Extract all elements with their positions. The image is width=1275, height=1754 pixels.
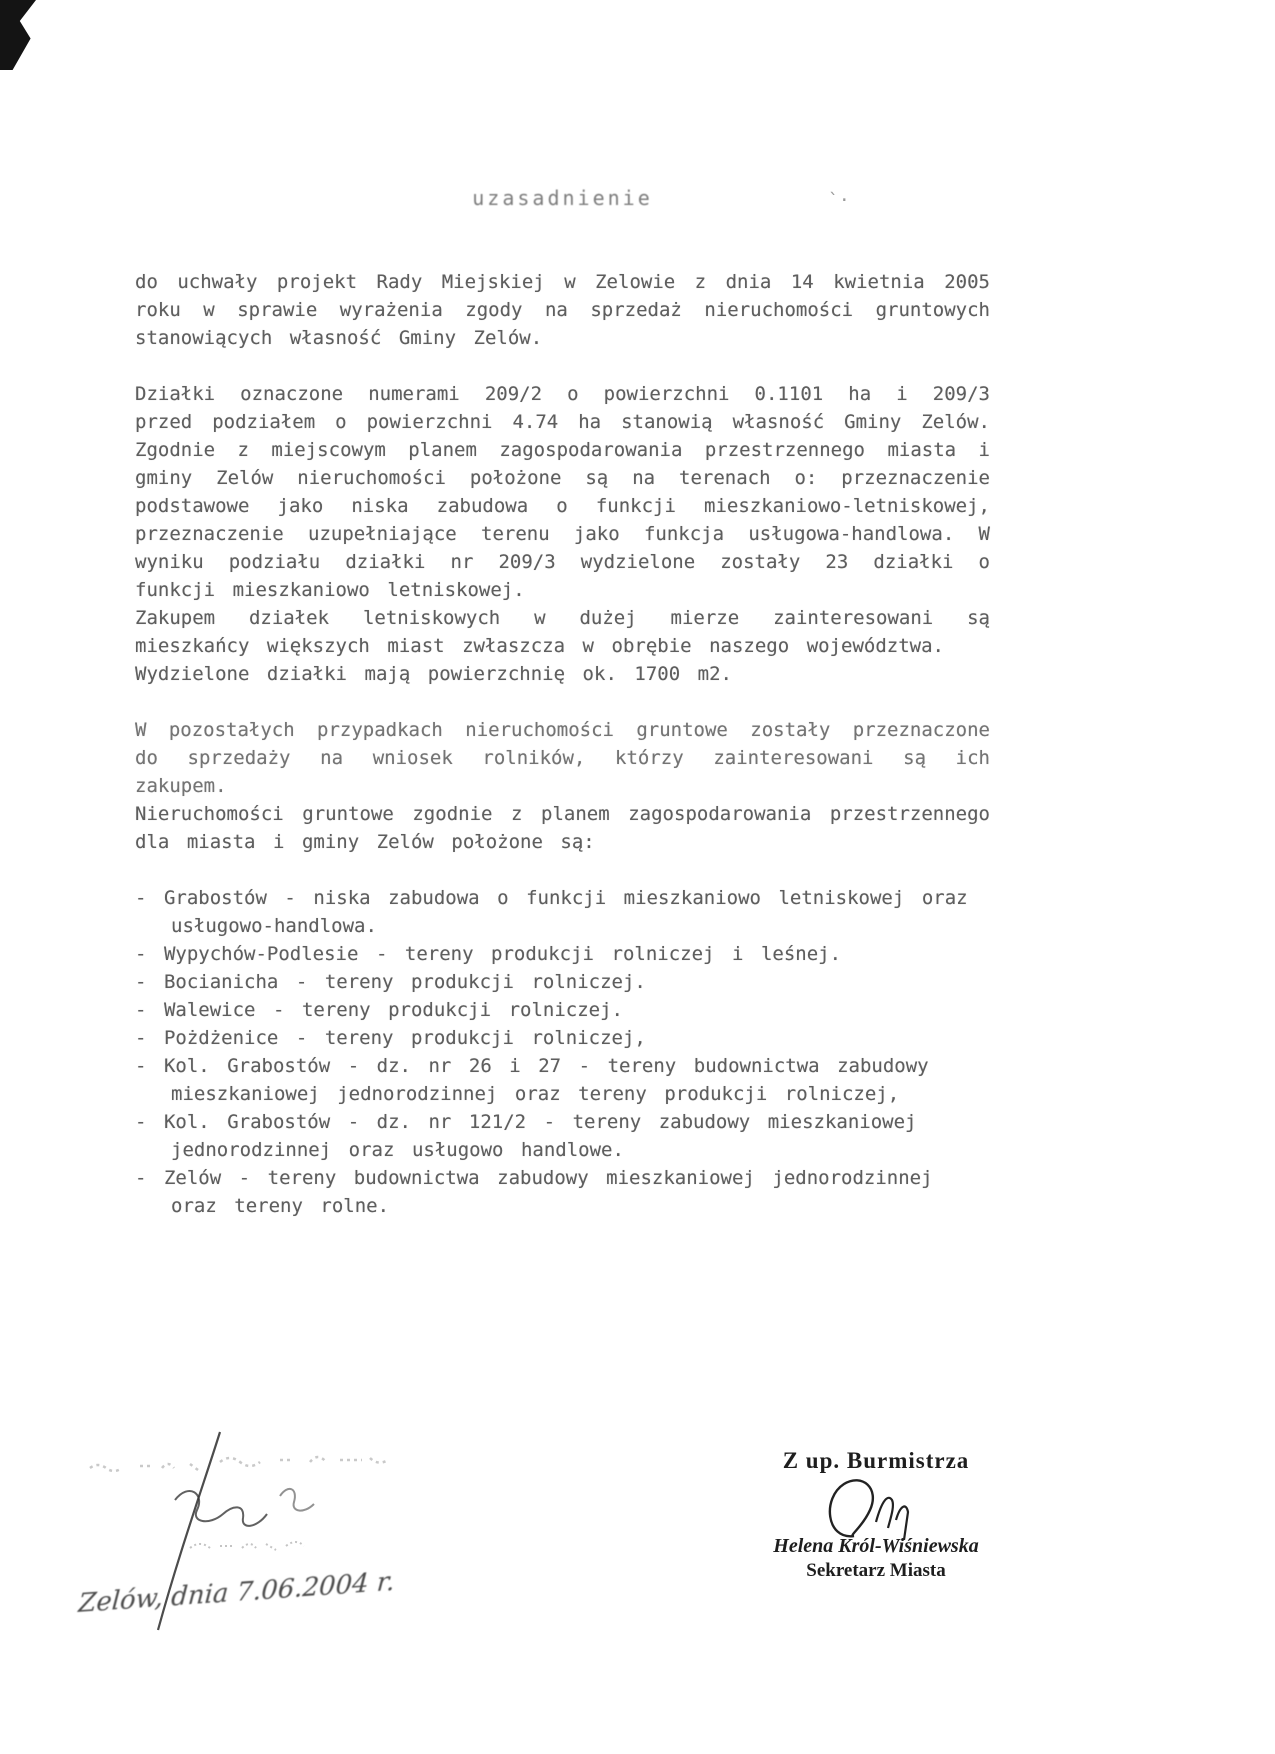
location-item-pozdzenice: - Pożdżenice - tereny produkcji rolniczej, xyxy=(135,1027,646,1049)
handwritten-scribble-graphic xyxy=(70,1430,470,1650)
paragraph-plan-intro: Nieruchomości gruntowe zgodnie z planem zagospodarowania przestrzennego dla miasta i gminy Zelów położone są: xyxy=(135,803,990,853)
document-body xyxy=(135,268,990,1220)
signature-role: Sekretarz Miasta xyxy=(806,1560,946,1581)
location-item-walewice: - Walewice - tereny produkcji rolniczej. xyxy=(135,999,623,1021)
location-item-grabostow: - Grabostów - niska zabudowa o funkcji mieszkaniowo letniskowej oraz usługowo-handlowa. xyxy=(135,887,968,937)
location-item-zelow: - Zelów - tereny budownictwa zabudowy mieszkaniowej jednorodzinnej oraz tereny rolne. xyxy=(135,1167,933,1217)
signature-name: Helena Król-Wiśniewska xyxy=(773,1535,979,1557)
document-title: uzasadnienie xyxy=(472,186,653,210)
paragraph-intro: do uchwały projekt Rady Miejskiej w Zelowie z dnia 14 kwietnia 2005 roku w sprawie wyrażenia zgody na sprzedaż nieruchomości gruntowych stanowiących własność Gminy Zelów. xyxy=(135,271,990,349)
location-item-kol-grabostow-26-27: - Kol. Grabostów - dz. nr 26 i 27 - tereny budownictwa zabudowy mieszkaniowej jednorodzinnej oraz tereny produkcji rolniczej, xyxy=(135,1055,929,1105)
location-item-kol-grabostow-121-2: - Kol. Grabostów - dz. nr 121/2 - tereny zabudowy mieszkaniowej jednorodzinnej oraz usługowo handlowe. xyxy=(135,1111,917,1161)
handwritten-date: Zelów, dnia 7.06.2004 r. xyxy=(77,1566,396,1620)
paragraph-plots: Działki oznaczone numerami 209/2 o powierzchni 0.1101 ha i 209/3 przed podziałem o powierzchni 4.74 ha stanowią własność Gminy Zelów. Zgodnie z miejscowym planem zagospodarowania przestrzennego miasta i gminy Zelów nieruchomości położone są na terenach o: przeznaczenie podstawowe jako niska zabudowa o funkcji mieszkaniowo-letniskowej, przeznaczenie uzupełniające terenu jako funkcja usługowa-handlowa. W wyniku podziału działki nr 209/3 wydzielone zostały 23 działki o funkcji mieszkaniowo letniskowej. xyxy=(135,383,990,601)
stamp-and-handwriting-block xyxy=(70,1430,470,1650)
paragraph-area: Wydzielone działki mają powierzchnię ok. 1700 m2. xyxy=(135,663,732,685)
paragraph-buyers: Zakupem działek letniskowych w dużej mierze zainteresowani są mieszkańcy większych miast zwłaszcza w obrębie naszego województwa. xyxy=(135,607,990,657)
scan-corner-artifact xyxy=(0,0,36,70)
location-item-bocianicha: - Bocianicha - tereny produkcji rolniczej. xyxy=(135,971,646,993)
location-item-wypychow-podlesie: - Wypychów-Podlesie - tereny produkcji rolniczej i leśnej. xyxy=(135,943,842,965)
location-list xyxy=(135,884,990,1220)
official-signature-block xyxy=(726,1448,1026,1582)
paragraph-other-cases: W pozostałych przypadkach nieruchomości gruntowe zostały przeznaczone do sprzedaży na wniosek rolników, którzy zainteresowani są ich zakupem. xyxy=(135,719,990,797)
scan-speck-mark: `· xyxy=(828,190,850,211)
signature-authority-line: Z up. Burmistrza xyxy=(782,1448,970,1473)
